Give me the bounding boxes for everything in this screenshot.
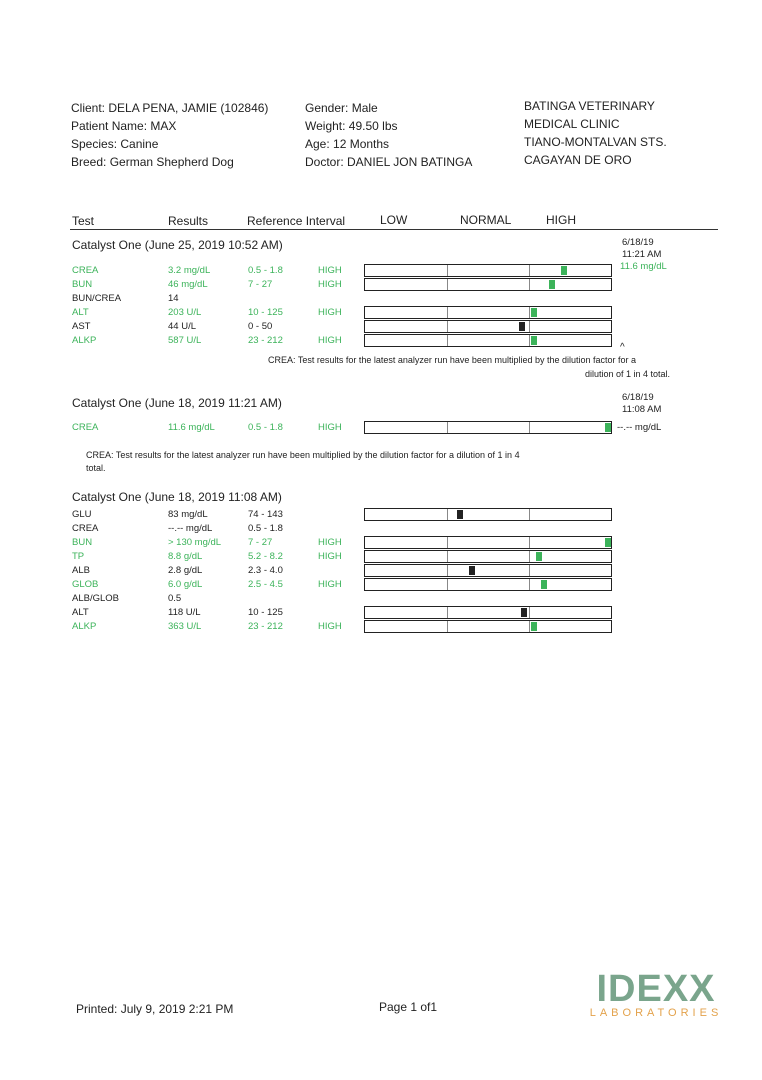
result-range-bar bbox=[364, 620, 612, 633]
reference-interval: 0.5 - 1.8 bbox=[248, 265, 283, 276]
test-name: TP bbox=[72, 551, 85, 562]
test-name: GLOB bbox=[72, 579, 99, 590]
range-divider bbox=[447, 335, 448, 346]
result-marker bbox=[605, 423, 611, 432]
patient-details bbox=[305, 99, 472, 171]
range-divider bbox=[529, 565, 530, 576]
test-name: AST bbox=[72, 321, 91, 332]
test-name: BUN bbox=[72, 537, 93, 548]
patient-info bbox=[71, 99, 268, 171]
test-name: CREA bbox=[72, 265, 99, 276]
result-value: 8.8 g/dL bbox=[168, 551, 203, 562]
clinic-line-2: MEDICAL CLINIC bbox=[524, 117, 620, 131]
range-divider bbox=[529, 321, 530, 332]
test-name: ALB bbox=[72, 565, 90, 576]
result-row bbox=[0, 523, 762, 537]
result-value: 83 mg/dL bbox=[168, 509, 208, 520]
result-marker bbox=[549, 280, 555, 289]
section-1-note-line-1: CREA: Test results for the latest analyzer run have been multiplied by the dilution factor for a bbox=[268, 355, 637, 365]
test-name: ALT bbox=[72, 607, 89, 618]
col-results: Results bbox=[168, 214, 209, 228]
result-row bbox=[0, 293, 762, 307]
result-marker bbox=[536, 552, 542, 561]
result-marker bbox=[469, 566, 475, 575]
logo-subtitle: LABORATORIES bbox=[589, 1007, 723, 1019]
result-marker bbox=[531, 336, 537, 345]
idexx-logo bbox=[588, 968, 724, 1019]
flag-label: HIGH bbox=[318, 537, 342, 548]
range-divider bbox=[447, 621, 448, 632]
reference-interval: 0 - 50 bbox=[248, 321, 273, 332]
section-2-side bbox=[622, 392, 661, 416]
breed: Breed: German Shepherd Dog bbox=[71, 155, 234, 169]
section-2-note-line-1: CREA: Test results for the latest analyzer run have been multiplied by the dilution factor for a dilution of 1 in 4 bbox=[86, 450, 520, 460]
reference-interval: 74 - 143 bbox=[248, 509, 283, 520]
range-divider bbox=[529, 607, 530, 618]
range-divider bbox=[529, 551, 530, 562]
section-1-side-date: 6/18/19 bbox=[622, 237, 654, 248]
col-low: LOW bbox=[380, 213, 408, 227]
gender: Gender: Male bbox=[305, 101, 378, 115]
result-marker bbox=[561, 266, 567, 275]
result-value: > 130 mg/dL bbox=[168, 537, 222, 548]
logo-wordmark: IDEXX bbox=[596, 968, 716, 1010]
result-range-bar bbox=[364, 606, 612, 619]
range-divider bbox=[529, 509, 530, 520]
test-name: CREA bbox=[72, 422, 99, 433]
flag-label: HIGH bbox=[318, 279, 342, 290]
client-name: Client: DELA PENA, JAMIE (102846) bbox=[71, 101, 269, 115]
result-range-bar bbox=[364, 278, 612, 291]
section-2-side-time: 11:08 AM bbox=[622, 404, 662, 415]
printed-date: Printed: July 9, 2019 2:21 PM bbox=[76, 1002, 234, 1016]
result-marker bbox=[605, 538, 611, 547]
result-value: 6.0 g/dL bbox=[168, 579, 203, 590]
range-divider bbox=[447, 279, 448, 290]
clinic-line-1: BATINGA VETERINARY bbox=[524, 99, 655, 113]
section-1-title: Catalyst One (June 25, 2019 10:52 AM) bbox=[72, 238, 283, 252]
doctor: Doctor: DANIEL JON BATINGA bbox=[305, 155, 473, 169]
col-test: Test bbox=[72, 214, 95, 228]
result-value: 11.6 mg/dL bbox=[168, 422, 215, 433]
clinic-line-3: TIANO-MONTALVAN STS. bbox=[524, 135, 667, 149]
range-divider bbox=[447, 579, 448, 590]
clinic-info bbox=[524, 97, 667, 169]
result-value: --.-- mg/dL bbox=[168, 523, 213, 534]
flag-label: HIGH bbox=[318, 551, 342, 562]
range-divider bbox=[447, 422, 448, 433]
clinic-line-4: CAGAYAN DE ORO bbox=[524, 153, 632, 167]
range-divider bbox=[529, 265, 530, 276]
result-value: 14 bbox=[168, 293, 179, 304]
flag-label: HIGH bbox=[318, 265, 342, 276]
range-divider bbox=[529, 621, 530, 632]
result-range-bar bbox=[364, 264, 612, 277]
result-value: 363 U/L bbox=[168, 621, 202, 632]
test-name: ALB/GLOB bbox=[72, 593, 119, 604]
result-range-bar bbox=[364, 421, 612, 434]
result-value: 46 mg/dL bbox=[168, 279, 208, 290]
result-range-bar bbox=[364, 334, 612, 347]
reference-interval: 10 - 125 bbox=[248, 307, 283, 318]
reference-interval: 0.5 - 1.8 bbox=[248, 422, 283, 433]
reference-interval: 10 - 125 bbox=[248, 607, 283, 618]
flag-label: HIGH bbox=[318, 579, 342, 590]
result-range-bar bbox=[364, 536, 612, 549]
range-divider bbox=[529, 335, 530, 346]
range-divider bbox=[447, 265, 448, 276]
range-divider bbox=[529, 537, 530, 548]
result-value: 3.2 mg/dL bbox=[168, 265, 211, 276]
result-value: 118 U/L bbox=[168, 607, 201, 618]
flag-label: HIGH bbox=[318, 422, 342, 433]
header-rule bbox=[70, 229, 718, 230]
result-marker bbox=[541, 580, 547, 589]
result-range-bar bbox=[364, 306, 612, 319]
section-1-side-value: 11.6 mg/dL bbox=[620, 261, 667, 272]
range-divider bbox=[447, 607, 448, 618]
section-1-note-line-2: dilution of 1 in 4 total. bbox=[585, 369, 671, 379]
col-reference: Reference Interval bbox=[247, 214, 346, 228]
result-range-bar bbox=[364, 320, 612, 333]
result-range-bar bbox=[364, 550, 612, 563]
flag-label: HIGH bbox=[318, 307, 342, 318]
test-name: ALT bbox=[72, 307, 89, 318]
result-marker bbox=[457, 510, 463, 519]
reference-interval: 2.3 - 4.0 bbox=[248, 565, 283, 576]
reference-interval: 7 - 27 bbox=[248, 537, 273, 548]
result-value: 2.8 g/dL bbox=[168, 565, 203, 576]
test-name: BUN bbox=[72, 279, 93, 290]
result-marker bbox=[531, 308, 537, 317]
flag-label: HIGH bbox=[318, 335, 342, 346]
test-name: CREA bbox=[72, 523, 99, 534]
test-name: ALKP bbox=[72, 621, 97, 632]
section-3-title: Catalyst One (June 18, 2019 11:08 AM) bbox=[72, 490, 282, 504]
age: Age: 12 Months bbox=[305, 137, 390, 151]
range-divider bbox=[447, 509, 448, 520]
test-name: GLU bbox=[72, 509, 92, 520]
arrow-icon: ^ bbox=[620, 342, 625, 353]
flag-label: HIGH bbox=[318, 621, 342, 632]
range-divider bbox=[447, 551, 448, 562]
result-value: 587 U/L bbox=[168, 335, 202, 346]
test-name: ALKP bbox=[72, 335, 97, 346]
section-2-side-value: --.-- mg/dL bbox=[617, 422, 662, 433]
section-2-note-line-2: total. bbox=[86, 463, 106, 473]
result-value: 203 U/L bbox=[168, 307, 202, 318]
section-1-side-time: 11:21 AM bbox=[622, 249, 662, 260]
reference-interval: 23 - 212 bbox=[248, 621, 283, 632]
reference-interval: 7 - 27 bbox=[248, 279, 273, 290]
range-divider bbox=[447, 537, 448, 548]
page-number: Page 1 of1 bbox=[379, 1000, 438, 1014]
section-2-title: Catalyst One (June 18, 2019 11:21 AM) bbox=[72, 396, 282, 410]
reference-interval: 23 - 212 bbox=[248, 335, 283, 346]
range-divider bbox=[529, 422, 530, 433]
section-2-side-date: 6/18/19 bbox=[622, 392, 654, 403]
result-value: 44 U/L bbox=[168, 321, 196, 332]
range-divider bbox=[447, 565, 448, 576]
result-range-bar bbox=[364, 578, 612, 591]
range-divider bbox=[529, 579, 530, 590]
result-range-bar bbox=[364, 564, 612, 577]
col-high: HIGH bbox=[546, 213, 576, 227]
patient-name: Patient Name: MAX bbox=[71, 119, 177, 133]
col-normal: NORMAL bbox=[460, 213, 512, 227]
test-name: BUN/CREA bbox=[72, 293, 122, 304]
result-marker bbox=[531, 622, 537, 631]
result-marker bbox=[521, 608, 527, 617]
result-value: 0.5 bbox=[168, 593, 182, 604]
range-divider bbox=[447, 321, 448, 332]
reference-interval: 0.5 - 1.8 bbox=[248, 523, 283, 534]
species: Species: Canine bbox=[71, 137, 159, 151]
weight: Weight: 49.50 lbs bbox=[305, 119, 398, 133]
reference-interval: 5.2 - 8.2 bbox=[248, 551, 283, 562]
range-divider bbox=[447, 307, 448, 318]
reference-interval: 2.5 - 4.5 bbox=[248, 579, 283, 590]
result-range-bar bbox=[364, 508, 612, 521]
result-row bbox=[0, 593, 762, 607]
result-marker bbox=[519, 322, 525, 331]
range-divider bbox=[529, 279, 530, 290]
range-divider bbox=[529, 307, 530, 318]
